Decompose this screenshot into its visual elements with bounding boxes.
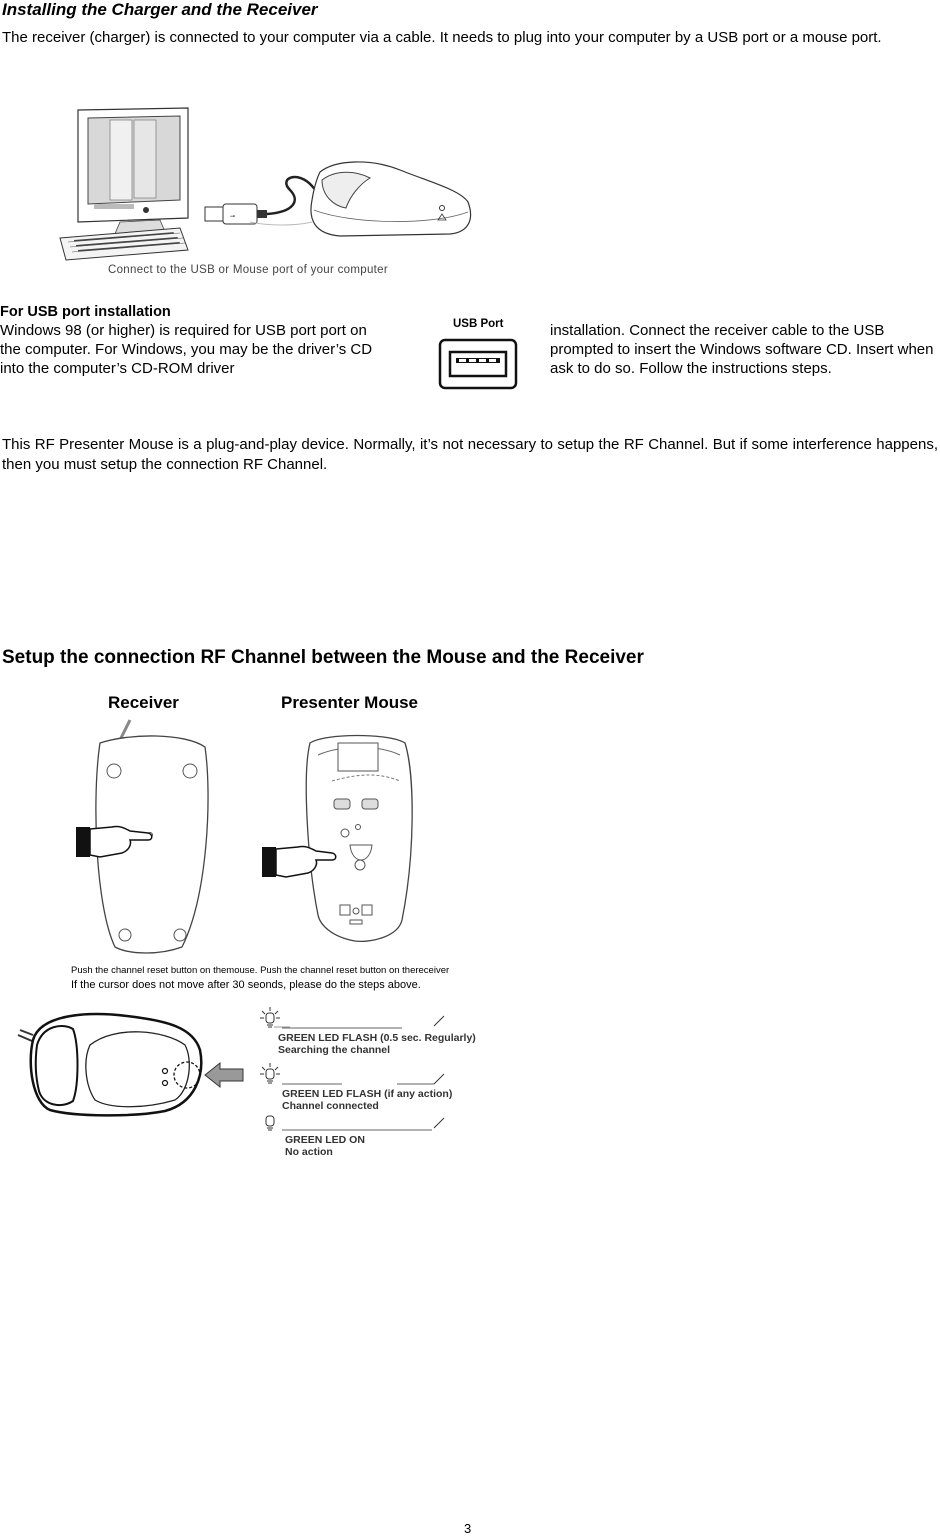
plug-and-play-paragraph: This RF Presenter Mouse is a plug-and-play device. Normally, it’s not necessary to setup the RF Channel. But if some interference happens, then you must setup the connection RF Channel. [2,436,938,473]
monitor-icon [78,108,188,236]
usb-install-left-text: Windows 98 (or higher) is required for USB port port on the computer. For Windows, you may be the driver’s CD into the computer’s CD-ROM driver [0,322,373,377]
receiver-top-icon [18,1014,201,1115]
receiver-icon [311,162,471,236]
led-state-on: GREEN LED ON No action [285,1134,365,1158]
receiver-led-illustration [15,1005,250,1120]
usb-plug-icon [205,204,267,224]
led-leader-lines [272,1012,452,1132]
mouse-underside-icon [306,736,412,942]
usb-port-label: USB Port [453,318,504,330]
usb-install-right-text: installation. Connect the receiver cable to the USB prompted to insert the Windows software CD. Insert when ask to do so. Follow the instructions steps. [550,322,934,377]
channel-reset-illustration [70,715,420,960]
presenter-mouse-label: Presenter Mouse [281,693,418,712]
left-arrow-icon [205,1063,243,1087]
section-title-rf-setup: Setup the connection RF Channel between the Mouse and the Receiver [2,647,644,668]
page-number: 3 [464,1521,472,1536]
led-state-searching: GREEN LED FLASH (0.5 sec. Regularly) Searching the channel [278,1032,476,1056]
cursor-instruction: If the cursor does not move after 30 seonds, please do the steps above. [71,979,421,991]
usb-port-icon [438,338,518,390]
computer-receiver-illustration [50,100,480,265]
led-state-connected: GREEN LED FLASH (if any action) Channel connected [282,1088,453,1112]
receiver-label: Receiver [108,693,179,712]
section-title-install: Installing the Charger and the Receiver [2,0,318,19]
keyboard-icon [60,228,188,260]
usb-install-heading: For USB port installation [0,304,171,320]
intro-paragraph: The receiver (charger) is connected to your computer via a cable. It needs to plug into your computer by a USB port or a mouse port. [2,29,882,46]
figure-caption: Connect to the USB or Mouse port of your computer [108,264,388,276]
push-reset-instruction: Push the channel reset button on themouse. Push the channel reset button on thereceiver [71,965,450,976]
svg-text:⊸: ⊸ [230,214,236,220]
